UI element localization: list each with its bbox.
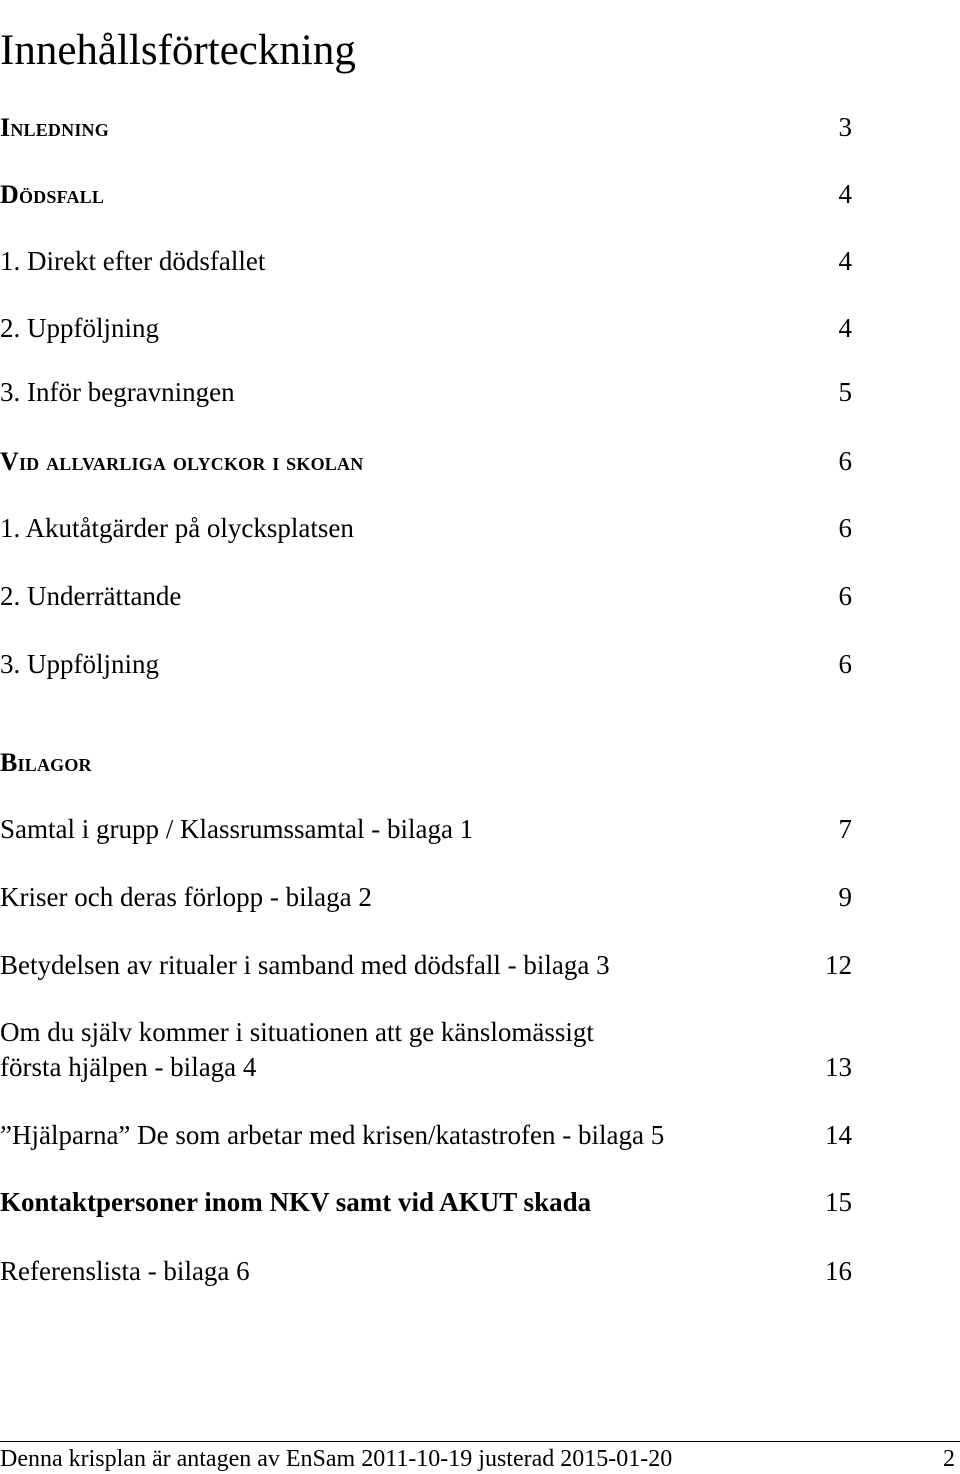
toc-entry-text: Betydelsen av ritualer i samband med dödsfall - bilaga 3 — [0, 950, 610, 980]
toc-entry-text: Dödsfall — [0, 180, 105, 209]
toc-entry-text: Om du själv kommer i situationen att ge känslomässigt — [0, 1017, 594, 1047]
toc-entry-text: 2. Uppföljning — [0, 313, 159, 343]
toc-entry-text: 2. Underrättande — [0, 581, 182, 611]
toc-entry-page: 13 — [825, 1052, 852, 1082]
toc-entry-text: 3. Uppföljning — [0, 649, 159, 679]
toc-entry-page: 14 — [825, 1120, 852, 1150]
toc-entry-page: 6 — [838, 581, 852, 611]
toc-entry-text: Samtal i grupp / Klassrumssamtal - bilaga 1 — [0, 814, 474, 844]
toc-entry-text: Kriser och deras förlopp - bilaga 2 — [0, 882, 372, 912]
toc-entry-page: 12 — [825, 950, 852, 980]
toc-entry-page: 6 — [838, 446, 852, 476]
toc-entry-page: 16 — [825, 1256, 852, 1286]
footer-rule — [0, 1441, 960, 1442]
toc-entry-page: 4 — [838, 246, 852, 276]
footer-page-number: 2 — [943, 1446, 955, 1472]
page-title: Innehållsförteckning — [0, 26, 356, 74]
toc-entry-page: 6 — [838, 513, 852, 543]
toc-entry-page: 15 — [825, 1187, 852, 1217]
toc-entry-text: 1. Direkt efter dödsfallet — [0, 246, 266, 276]
toc-entry-page: 7 — [838, 814, 852, 844]
toc-entry-page: 9 — [838, 882, 852, 912]
toc-entry-page: 3 — [838, 112, 852, 142]
toc-entry-text: ”Hjälparna” De som arbetar med krisen/katastrofen - bilaga 5 — [0, 1120, 665, 1150]
toc-entry-text: 3. Inför begravningen — [0, 377, 235, 407]
toc-entry-page: 4 — [838, 313, 852, 343]
toc-entry-page: 4 — [838, 179, 852, 209]
toc-entry-text: Bilagor — [0, 748, 92, 777]
toc-entry-text: Vid allvarliga olyckor i skolan — [0, 447, 364, 476]
toc-entry-page: 6 — [838, 649, 852, 679]
toc-entry-text: första hjälpen - bilaga 4 — [0, 1052, 257, 1082]
toc-entry-text: 1. Akutåtgärder på olycksplatsen — [0, 513, 354, 543]
footer-text: Denna krisplan är antagen av EnSam 2011-10-19 justerad 2015-01-20 — [0, 1446, 673, 1472]
toc-entry-text: Referenslista - bilaga 6 — [0, 1256, 250, 1286]
toc-entry-page: 5 — [838, 377, 852, 407]
toc-entry-text: Inledning — [0, 113, 109, 142]
toc-entry-text: Kontaktpersoner inom NKV samt vid AKUT skada — [0, 1187, 592, 1217]
